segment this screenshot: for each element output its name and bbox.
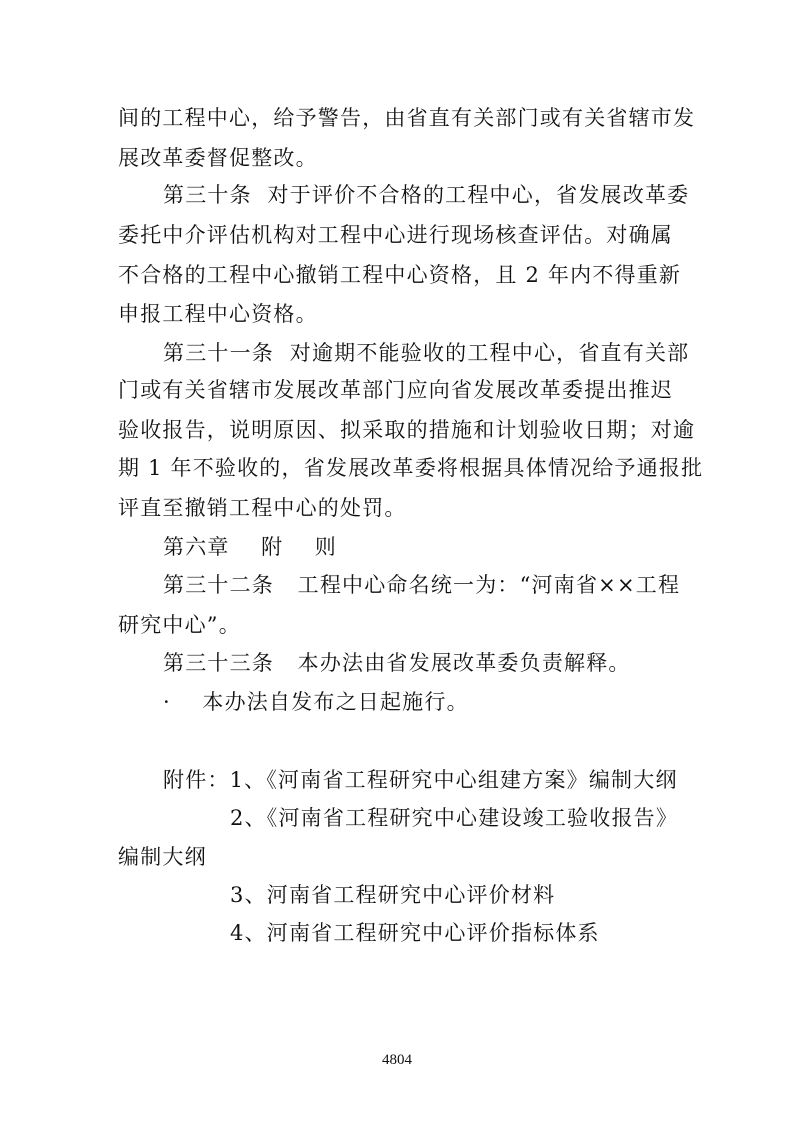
text-line: 申报工程中心资格。: [118, 302, 318, 326]
chapter-heading: 第六章 附 则: [163, 535, 338, 559]
text-line: 门或有关省辖市发展改革部门应向省发展改革委提出推迟: [118, 378, 673, 402]
article-31: 第三十一条 对逾期不能验收的工程中心，省直有关部: [163, 341, 690, 365]
text-line: 验收报告，说明原因、拟采取的措施和计划验收日期；对逾: [118, 418, 696, 442]
text-line: 不合格的工程中心撤销工程中心资格，且 2 年内不得重新: [118, 263, 682, 287]
text-line: 展改革委督促整改。: [118, 146, 318, 170]
attachment-item-2-continued: 编制大纲: [118, 845, 207, 869]
text-line: 间的工程中心，给予警告，由省直有关部门或有关省辖市发: [118, 106, 696, 130]
page-number: 4804: [382, 1052, 412, 1068]
attachment-item-2: 2、《河南省工程研究中心建设竣工验收报告》: [230, 806, 679, 830]
attachment-item-4: 4、河南省工程研究中心评价指标体系: [230, 921, 600, 945]
article-32: 第三十二条 工程中心命名统一为：“河南省××工程: [163, 573, 681, 597]
text-line: 研究中心”。: [118, 613, 241, 637]
article-30: 第三十条 对于评价不合格的工程中心，省发展改革委: [163, 183, 690, 207]
effective-statement: · 本办法自发布之日起施行。: [163, 690, 469, 714]
article-33: 第三十三条 本办法由省发展改革委负责解释。: [163, 651, 631, 675]
attachment-item-1: 附件：1、《河南省工程研究中心组建方案》编制大纲: [163, 768, 678, 792]
text-line: 期 1 年不验收的，省发展改革委将根据具体情况给予通报批: [118, 456, 704, 480]
text-line: 评直至撤销工程中心的处罚。: [118, 496, 407, 520]
attachment-item-3: 3、河南省工程研究中心评价材料: [230, 883, 556, 907]
text-line: 委托中介评估机构对工程中心进行现场核查评估。对确属: [118, 223, 673, 247]
